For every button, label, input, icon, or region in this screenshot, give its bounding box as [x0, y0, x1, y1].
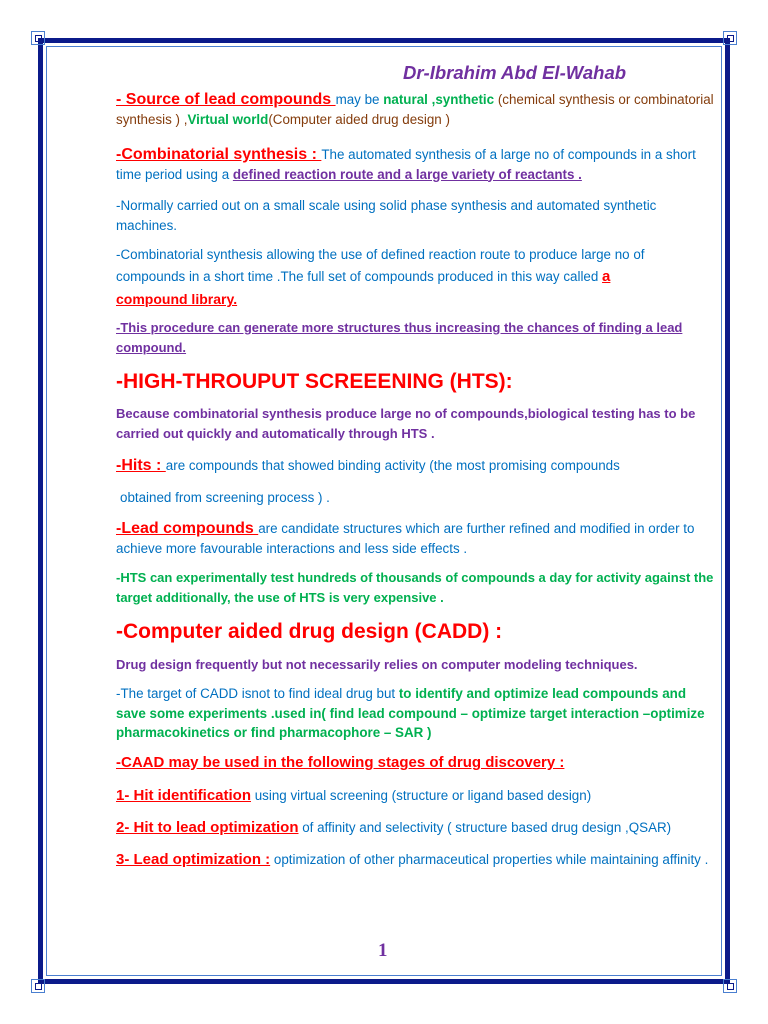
- allowing-text: -Combinatorial synthesis allowing the use of defined reaction route to produce large no of compounds in a short time .The full set of compounds produced in this way called: [116, 247, 645, 284]
- border-corner-ornament: [723, 979, 737, 993]
- stage-1-heading: 1- Hit identification: [116, 787, 251, 804]
- caad-stages-heading: -CAAD may be used in the following stages of drug discovery :: [116, 754, 565, 771]
- source-virtual: Virtual world: [187, 111, 269, 127]
- target-text-green: to identify and optimize lead compounds and save some experiments .used in( find lead compound – optimize target interaction –optimize pharmacokinetics or find pharmacophore – SAR ): [116, 686, 705, 740]
- source-paragraph: [116, 90, 716, 129]
- combinatorial-text: The automated synthesis of a large no of compounds in a short time period using a: [116, 147, 696, 182]
- allowing-a: a: [602, 268, 611, 285]
- source-text-2: (chemical synthesis or combinatorial synthesis ) ,: [116, 92, 714, 127]
- target-text: -The target of CADD isnot to find ideal drug but: [116, 686, 399, 701]
- combinatorial-heading: -Combinatorial synthesis :: [116, 146, 322, 163]
- source-synthetic: synthetic: [435, 92, 498, 107]
- source-text-3: (Computer aided drug design ): [268, 111, 450, 127]
- stage-2-text: of affinity and selectivity ( structure based drug design ,QSAR): [298, 820, 672, 835]
- stage-2-heading: 2- Hit to lead optimization: [116, 819, 299, 836]
- stage-2: [116, 818, 716, 838]
- hts-expensive-paragraph: -HTS can experimentally test hundreds of thousands of compounds a day for activity against the target additionally, the use of HTS is very expensive .: [116, 570, 714, 605]
- hits-text-2: obtained from screening process ) .: [120, 490, 330, 505]
- border-corner-ornament: [723, 31, 737, 45]
- stage-3-heading: 3- Lead optimization :: [116, 851, 271, 868]
- stage-3: [116, 850, 716, 870]
- hts-heading: -HIGH-THROUPUT SCREEENING (HTS):: [116, 370, 513, 393]
- combinatorial-paragraph: [116, 145, 716, 184]
- cadd-heading: -Computer aided drug design (CADD) :: [116, 620, 503, 643]
- hits-paragraph: [116, 456, 716, 476]
- source-natural: natural ,: [383, 92, 436, 107]
- hits-heading: -Hits :: [116, 457, 166, 474]
- allowing-paragraph: [116, 244, 716, 311]
- lead-paragraph: [116, 519, 716, 558]
- compound-library: compound library.: [116, 291, 238, 307]
- target-paragraph: [116, 684, 716, 743]
- procedure-paragraph: -This procedure can generate more structures thus increasing the chances of finding a lead compound.: [116, 320, 683, 355]
- stage-1-text: using virtual screening (structure or ligand based design): [251, 788, 592, 803]
- author-name: Dr-Ibrahim Abd El-Wahab: [403, 62, 627, 83]
- stage-1: [116, 786, 716, 806]
- lead-text: are candidate structures which are further refined and modified in order to achieve more favourable interactions and less side effects .: [116, 521, 695, 556]
- hits-text: are compounds that showed binding activity (the most promising compounds: [165, 458, 620, 473]
- combinatorial-underline: defined reaction route and a large variety of reactants .: [232, 166, 582, 182]
- page-number: 1: [378, 940, 388, 961]
- source-heading: - Source of lead compounds: [116, 91, 336, 108]
- lead-heading: -Lead compounds: [116, 520, 259, 537]
- border-corner-ornament: [31, 979, 45, 993]
- stage-3-text: optimization of other pharmaceutical properties while maintaining affinity .: [270, 852, 709, 867]
- because-paragraph: Because combinatorial synthesis produce large no of compounds,biological testing has to be carried out quickly and automatically through HTS .: [116, 406, 696, 441]
- source-text: may be: [335, 92, 384, 107]
- drug-design-paragraph: Drug design frequently but not necessarily relies on computer modeling techniques.: [116, 657, 638, 672]
- normally-paragraph: -Normally carried out on a small scale using solid phase synthesis and automated synthetic machines.: [116, 198, 657, 233]
- border-corner-ornament: [31, 31, 45, 45]
